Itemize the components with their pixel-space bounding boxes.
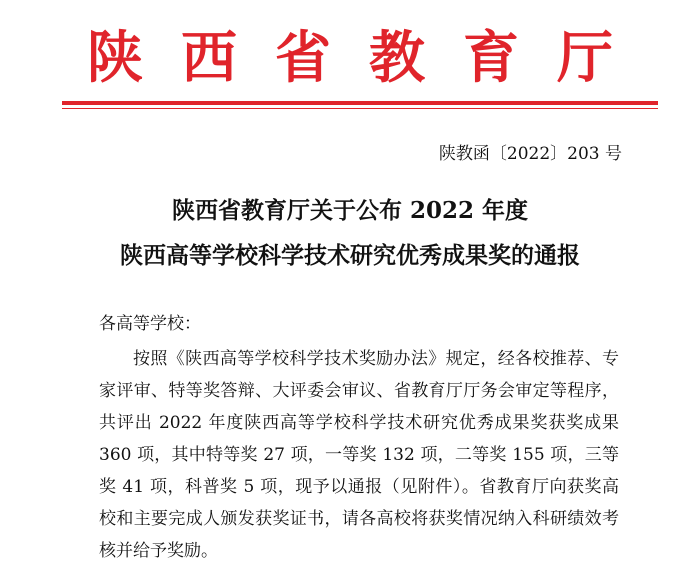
addressee: 各高等学校： <box>99 314 201 334</box>
header-rule-thick <box>62 101 658 105</box>
body-paragraph: 按照《陕西高等学校科学技术奖励办法》规定，经各校推荐、专家评审、特等奖答辩、大评委会审议、省教育厅厅务会审定等程序，共评出 2022 年度陕西高等学校科学技术研究优秀成果奖获奖成果 360 项，其中特等奖 27 项，一等奖 132 项，二等奖 155 项，三等奖 41 项，科普奖 5 项，现予以通报（见附件）。省教育厅向获奖高校和主要完成人颁发获奖证书，请各高校将获奖情况纳入科研绩效考核并给予奖励。 <box>99 349 619 561</box>
header-rule-thin <box>62 108 658 109</box>
document-title-line1: 陕西省教育厅关于公布 2022 年度 <box>171 197 529 224</box>
masthead-org-name: 陕西省教育厅 <box>87 25 651 91</box>
document-number: 陕教函〔2022〕203 号 <box>438 144 622 164</box>
document-title-line2: 陕西高等学校科学技术研究优秀成果奖的通报 <box>120 242 580 269</box>
